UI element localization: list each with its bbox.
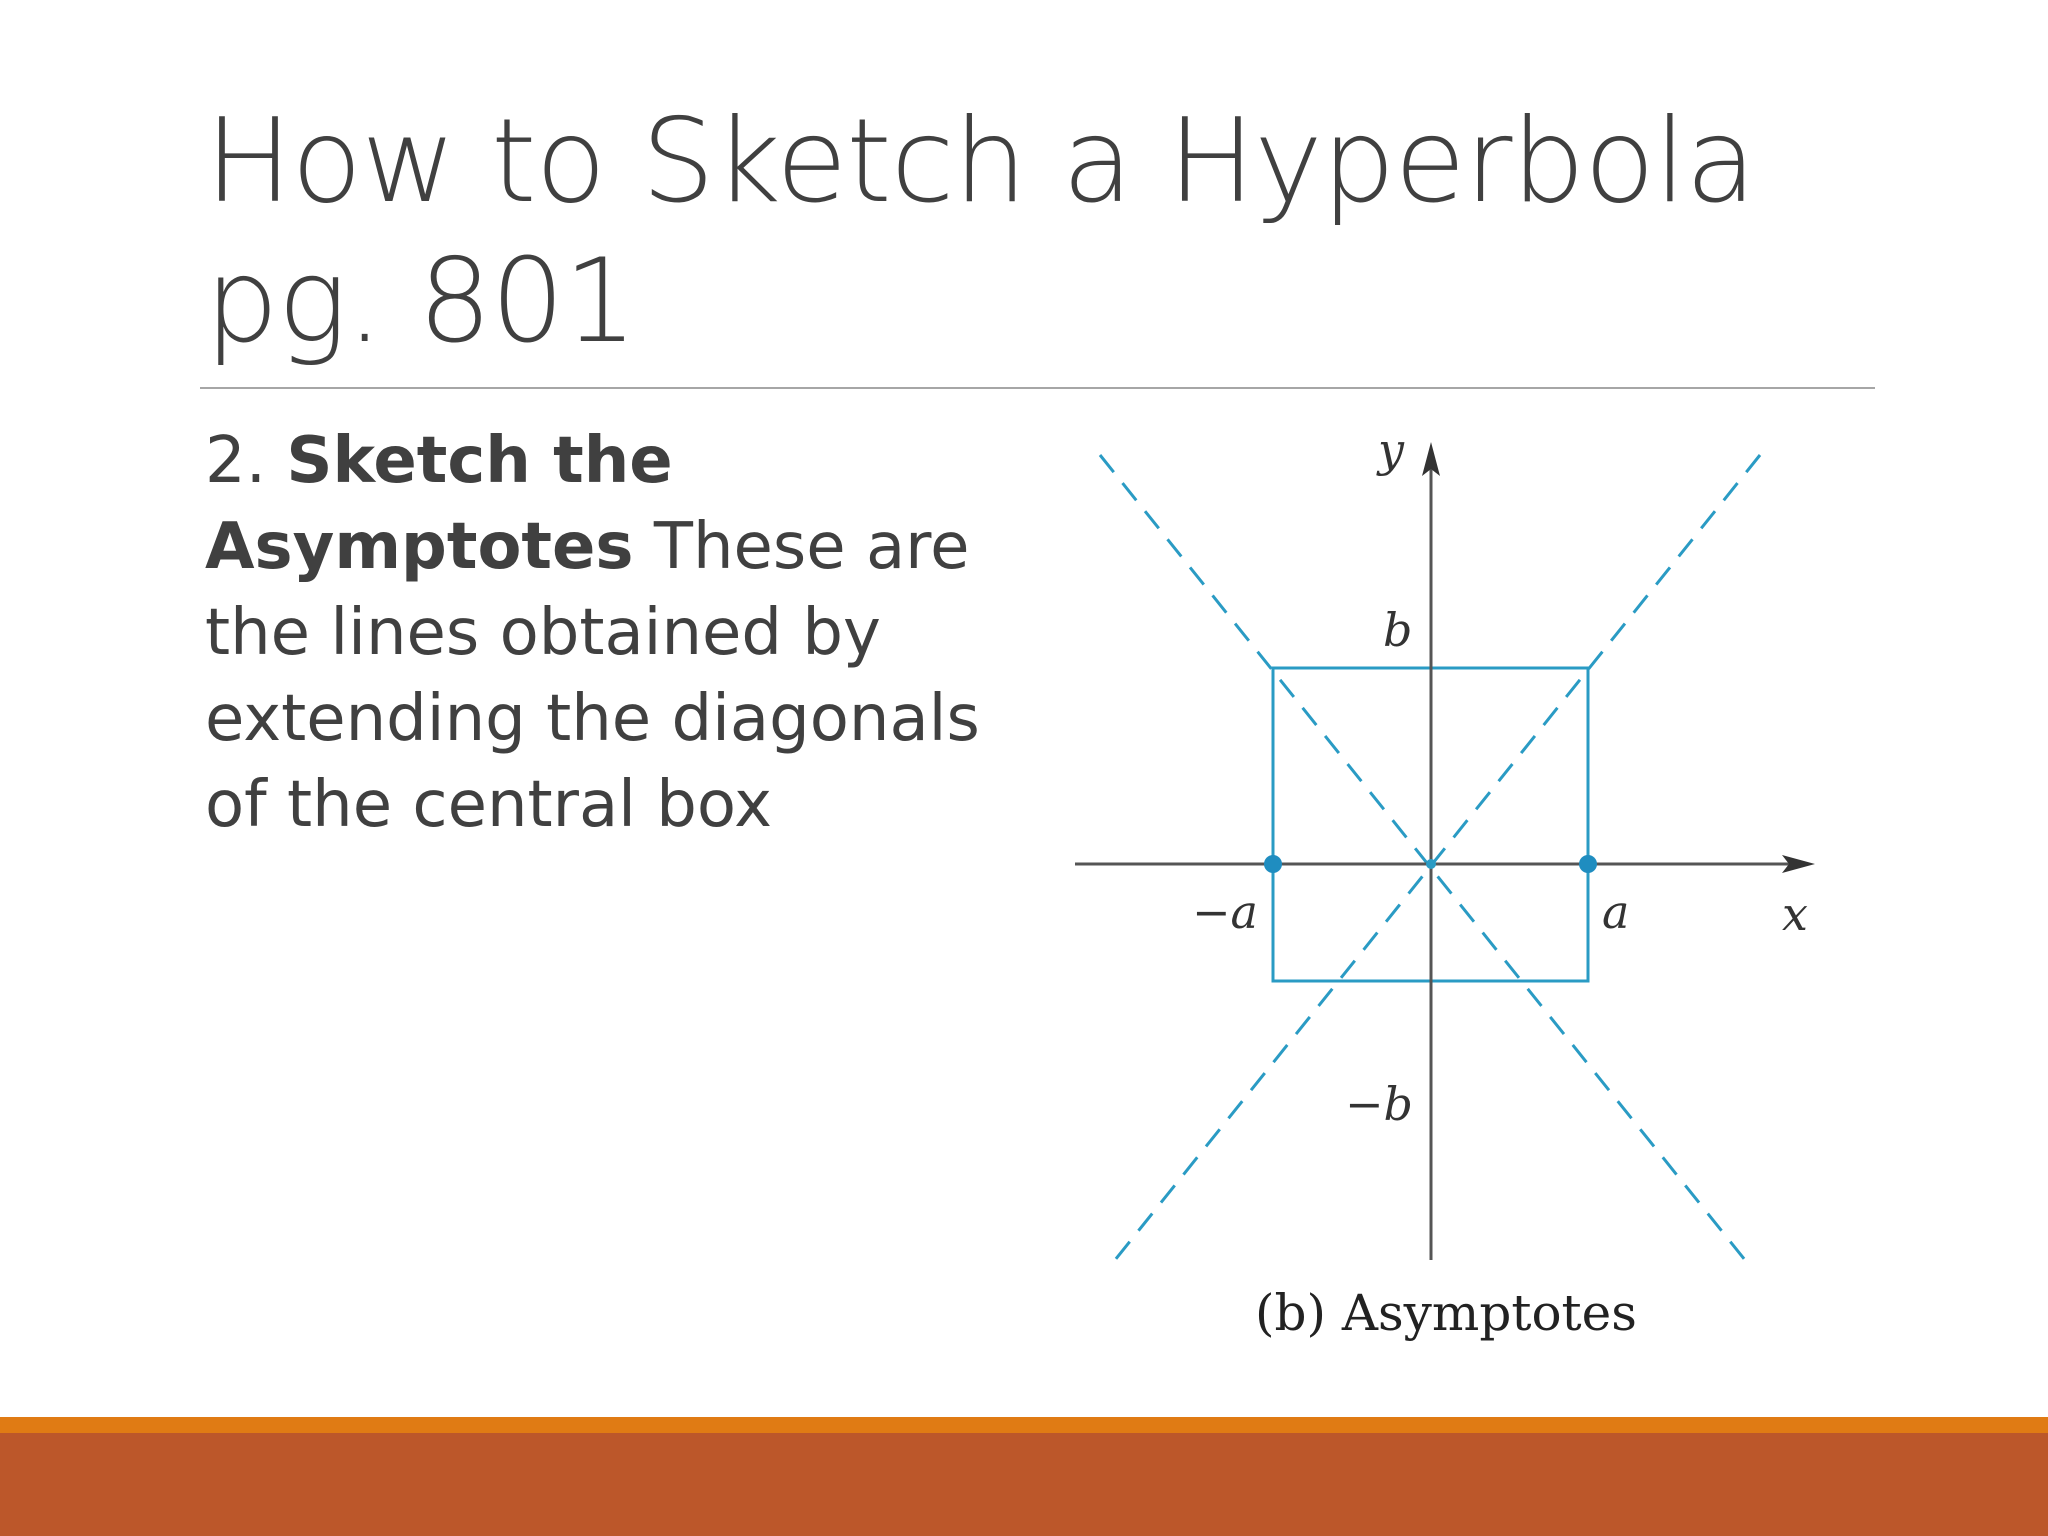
step-heading: Sketch the Asymptotes bbox=[205, 424, 673, 584]
body-text bbox=[205, 418, 1005, 848]
footer-bar bbox=[0, 1433, 2048, 1536]
figure-caption: (b) Asymptotes bbox=[1255, 1284, 1637, 1342]
neg-b-label: −b bbox=[1345, 1077, 1413, 1131]
slide-title: How to Sketch a Hyperbola pg. 801 bbox=[205, 94, 1756, 369]
neg-a-label: −a bbox=[1192, 885, 1258, 939]
step-number: 2. bbox=[205, 424, 267, 498]
title-divider bbox=[200, 387, 1875, 389]
y-axis-label: y bbox=[1378, 423, 1404, 477]
a-label: a bbox=[1602, 885, 1630, 939]
vertex-right bbox=[1579, 855, 1597, 873]
x-axis-label: x bbox=[1782, 887, 1808, 941]
footer-accent-stripe bbox=[0, 1417, 2048, 1433]
step-description: These are the lines obtained by extending the diagonals of the central box bbox=[205, 510, 980, 842]
asymptote-positive-slope bbox=[1115, 455, 1760, 1260]
asymptote-negative-slope bbox=[1100, 455, 1745, 1260]
b-label: b bbox=[1383, 603, 1413, 657]
center-point bbox=[1426, 859, 1436, 869]
vertex-left bbox=[1264, 855, 1282, 873]
asymptotes-figure bbox=[1050, 420, 1930, 1380]
asymptotes-diagram bbox=[1050, 420, 1930, 1380]
